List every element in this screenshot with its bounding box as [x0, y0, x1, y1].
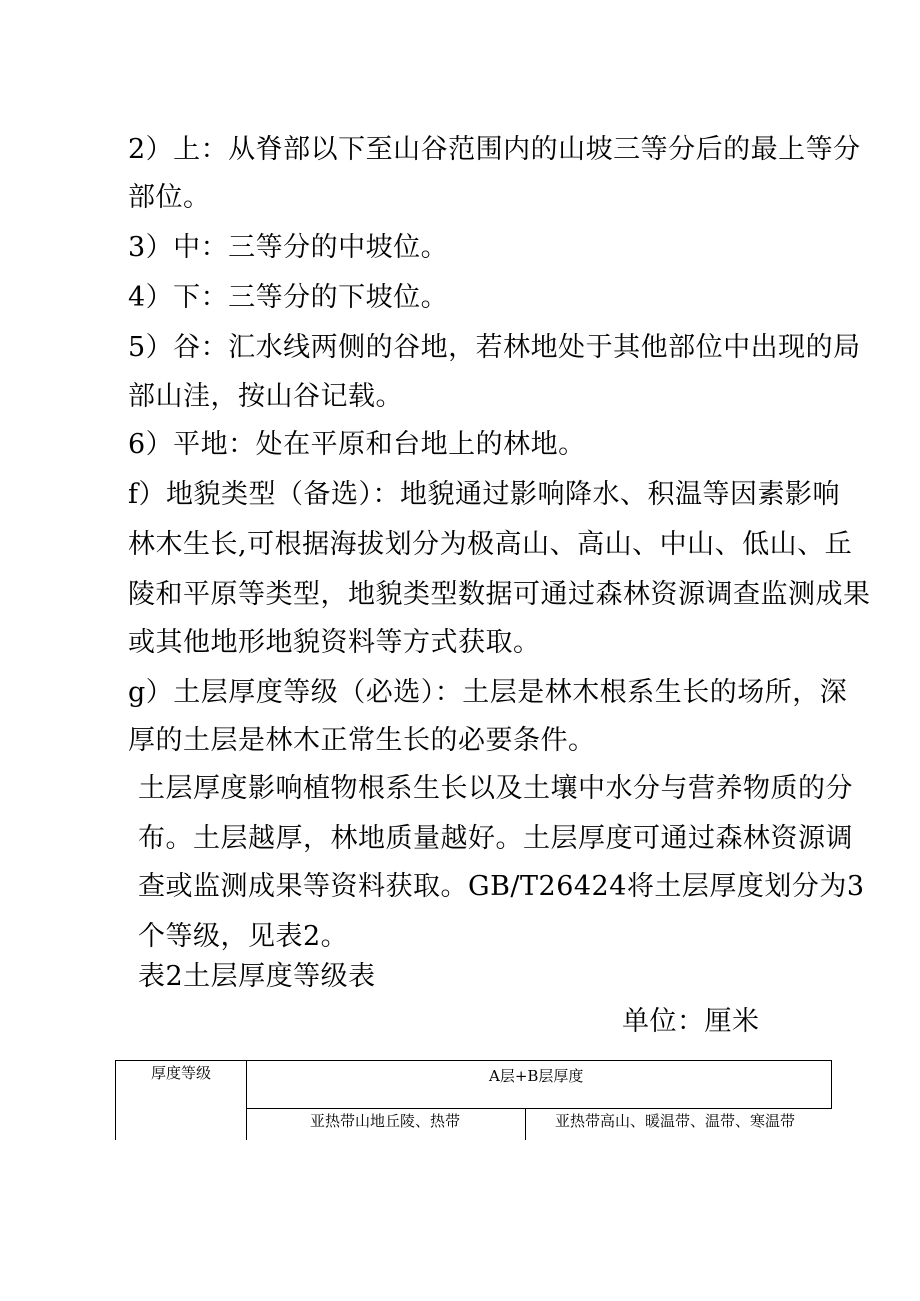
soil-thickness-table — [115, 1060, 832, 1140]
paragraph-line: 土层厚度影响植物根系生长以及土壤中水分与营养物质的分 — [138, 773, 853, 804]
paragraph-line: 部位。 — [128, 182, 211, 213]
paragraph-line: 3）中：三等分的中坡位。 — [128, 232, 449, 263]
paragraph-line: 厚的土层是林木正常生长的必要条件。 — [128, 725, 596, 756]
paragraph-line: 个等级，见表2。 — [138, 921, 349, 952]
table-border-group-bottom — [246, 1108, 832, 1109]
table-border-right — [831, 1060, 832, 1109]
paragraph-line: 6）平地：处在平原和台地上的林地。 — [128, 429, 586, 460]
paragraph-line: 陵和平原等类型，地貌类型数据可通过森林资源调查监测成果 — [128, 579, 871, 610]
table-border-subcol-split — [525, 1108, 526, 1140]
paragraph-line: g）土层厚度等级（必选）：土层是林木根系生长的场所，深 — [128, 677, 848, 708]
table-subheader-subtropical-alpine: 亚热带高山、暖温带、温带、寒温带 — [555, 1112, 796, 1130]
paragraph-line: 林木生长,可根据海拔划分为极高山、高山、中山、低山、丘 — [128, 529, 853, 560]
table-border-col-split — [246, 1060, 247, 1140]
paragraph-line: f）地貌类型（备选）：地貌通过影响降水、积温等因素影响 — [128, 479, 840, 510]
table-header-ab-thickness: A层+B层厚度 — [489, 1067, 584, 1085]
paragraph-line: 布。土层越厚，林地质量越好。土层厚度可通过森林资源调 — [138, 823, 853, 854]
paragraph-line: 部山洼，按山谷记载。 — [128, 381, 403, 412]
paragraph-line: 查或监测成果等资料获取。GB/T26424将土层厚度划分为3 — [138, 871, 865, 902]
paragraph-line: 5）谷：汇水线两侧的谷地，若林地处于其他部位中出现的局 — [128, 332, 861, 363]
table-header-thickness-grade: 厚度等级 — [151, 1064, 212, 1082]
unit-label: 单位：厘米 — [622, 1006, 760, 1037]
table-subheader-subtropical-hills: 亚热带山地丘陵、热带 — [310, 1112, 461, 1130]
table-border-top — [115, 1060, 832, 1061]
paragraph-line: 4）下：三等分的下坡位。 — [128, 282, 449, 313]
table-border-left — [115, 1060, 116, 1140]
paragraph-line: 2）上：从脊部以下至山谷范围内的山坡三等分后的最上等分 — [128, 134, 861, 165]
paragraph-line: 或其他地形地貌资料等方式获取。 — [128, 627, 541, 658]
table-caption: 表2土层厚度等级表 — [138, 961, 376, 992]
